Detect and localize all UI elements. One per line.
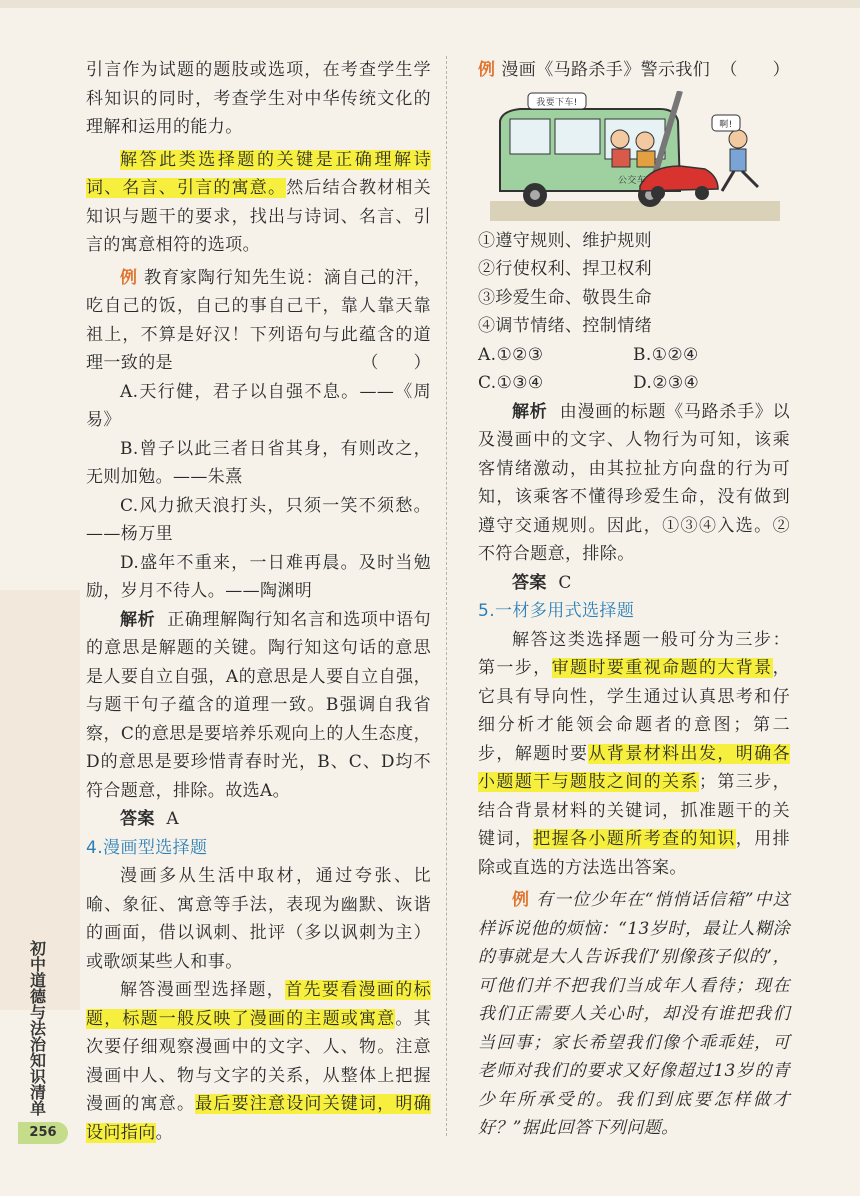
example-tag: 例 — [120, 267, 138, 288]
highlight-text: 首先要看漫画的标题，标题一般反映了漫画的主题或寓意 — [86, 980, 432, 1029]
statement-item: ①遵守规则、维护规则 — [478, 230, 652, 251]
analysis-text: 由漫画的标题《马路杀手》以及漫画中的文字、人物行为可知，该乘客情绪激动，由其拉扯方向盘的行为可知，该乘客不懂得珍爱生命，没有做到遵守交通规则。因此，①③④入选。②不符合题意，排除。 — [478, 401, 790, 564]
statement-item: ④调节情绪、控制情绪 — [478, 316, 652, 336]
section-4-title: 4.漫画型选择题 — [86, 837, 208, 858]
text-span: 。其次要仔细观察漫画中的文字、人、物。注意漫画中人、物与文字的关系，从整体上把握漫画的寓意。 — [86, 1008, 431, 1114]
answer-label: 答案 — [512, 572, 547, 593]
top-strip — [0, 0, 860, 8]
analysis-label: 解析 — [512, 401, 548, 422]
answer-label: 答案 — [120, 809, 155, 829]
left-column — [86, 56, 431, 1147]
option-row — [478, 369, 790, 398]
option-a: A.天行健，君子以自强不息。——《周易》 — [86, 381, 431, 430]
answer-line — [86, 805, 431, 834]
text-span: ，用排除或直选的方法选出答案。 — [478, 829, 791, 878]
example-tag: 例 — [512, 890, 531, 910]
book-title-vertical — [20, 940, 54, 1120]
option-a: A.①②③ — [478, 344, 544, 365]
analysis-text: 正确理解陶行知名言和选项中语句的意思是解题的关键。陶行知这句话的意思是人要自立自强，A的意思是人要自立自强，与题干句子蕴含的道理一致。B强调自我省察，C的意思是要培养乐观向上的人生态度，D的意思是要珍惜青春时光，B、C、D均不符合题意，排除。故选A。 — [86, 609, 432, 801]
example-text: 教育家陶行知先生说：滴自己的汗，吃自己的饭，自己的事自己干，靠人靠天靠祖上，不算是好汉！下列语句与此蕴含的道理一致的是 — [86, 267, 431, 373]
highlight-text: 解答此类选择题的关键是正确理解诗词、名言、引言的寓意。 — [86, 149, 431, 198]
example-question — [86, 264, 431, 378]
option-c: C.风力掀天浪打头，只须一笑不须愁。——杨万里 — [86, 495, 431, 544]
option-b: B.①②④ — [633, 344, 699, 365]
answer-line — [478, 569, 790, 598]
highlight-text: 审题时要重视命题的大背景 — [551, 658, 773, 678]
text-span: ，它具有导向性，学生通过认真思考和仔细分析才能领会命题者的意图；第二步，解题时要 — [478, 658, 790, 764]
text-span: ；第三步，结合背景材料的关键词，抓准题干的关键词， — [478, 772, 790, 849]
option-c: C.①③④ — [478, 373, 544, 393]
example-2-paragraph — [478, 886, 790, 1143]
answer-paren: （ ） — [720, 60, 790, 80]
option-b: B.曾子以此三者日省其身，有则改之，无则加勉。——朱熹 — [86, 438, 431, 487]
highlight-text: 从背景材料出发，明确各小题题干与题肢之间的关系 — [478, 743, 791, 792]
highlight-text: 把握各小题所考查的知识 — [533, 829, 736, 849]
cartoon-method-paragraph — [86, 976, 431, 1147]
example-text: 漫画《马路杀手》警示我们 — [501, 60, 711, 80]
text-span: 解答这类选择题一般可分为三步：第一步， — [478, 629, 790, 678]
analysis-label: 解析 — [120, 609, 156, 630]
bubble-text: 我要下车! — [536, 97, 578, 108]
example-2-text: 有一位少年在“悄悄话信箱”中这样诉说他的烦恼：“13岁时，最让人糊涂的事就是大人告诉我们‘别像孩子似的’，可他们并不把我们当成年人看待；现在我们正需要人关心时，却没有谁把我们当回事；家长希望我们像个乖乖娃，可老师对我们的要求又好像超过13岁的青少年所承受的。我们到底要怎样做才好？”据此回答下列问题。 — [478, 890, 790, 1138]
option-d: D.盛年不重来，一日难再晨。及时当勉励，岁月不待人。——陶渊明 — [86, 552, 431, 601]
text-span: 。 — [155, 1122, 174, 1143]
key-paragraph — [86, 146, 431, 260]
analysis-paragraph — [478, 398, 790, 569]
key-paragraph-rest: 然后结合教材相关知识与题干的要求，找出与诗词、名言、引言的寓意相符的选项。 — [86, 178, 431, 255]
answer-value: A — [166, 809, 180, 829]
option-row — [478, 341, 790, 370]
cartoon-intro-paragraph: 漫画多从生活中取材，通过夸张、比喻、象征、寓意等手法，表现为幽默、诙谐的画面，借以讽刺、批评（多以讽刺为主）或歌颂某些人和事。 — [86, 866, 431, 972]
statement-list — [478, 227, 790, 341]
column-divider — [446, 56, 447, 1136]
answer-paren: （ ） — [361, 353, 431, 373]
section-5-title: 5.一材多用式选择题 — [478, 601, 635, 621]
book-title-text: 初中道德与法治知识清单 — [27, 940, 47, 1116]
example-question — [478, 56, 790, 85]
statement-item: ③珍爱生命、敬畏生命 — [478, 287, 652, 308]
statement-item: ②行使权利、捍卫权利 — [478, 259, 652, 279]
right-column — [478, 56, 790, 1143]
option-d: D.②③④ — [633, 373, 700, 393]
intro-paragraph: 引言作为试题的题肢或选项，在考查学生学科知识的同时，考查学生对中华传统文化的理解和运用的能力。 — [86, 60, 431, 137]
multi-use-paragraph — [478, 626, 790, 883]
bubble-text: 啊! — [719, 119, 733, 130]
cartoon-illustration — [490, 91, 780, 221]
page-number: 256 — [18, 1122, 68, 1144]
highlight-text: 最后要注意设问关键词，明确设问指向 — [86, 1094, 431, 1143]
bus-label: 公交车 — [618, 175, 647, 186]
analysis-paragraph — [86, 606, 431, 806]
answer-value: C — [558, 572, 572, 593]
text-span: 解答漫画型选择题， — [120, 980, 286, 1000]
example-tag: 例 — [478, 60, 496, 80]
